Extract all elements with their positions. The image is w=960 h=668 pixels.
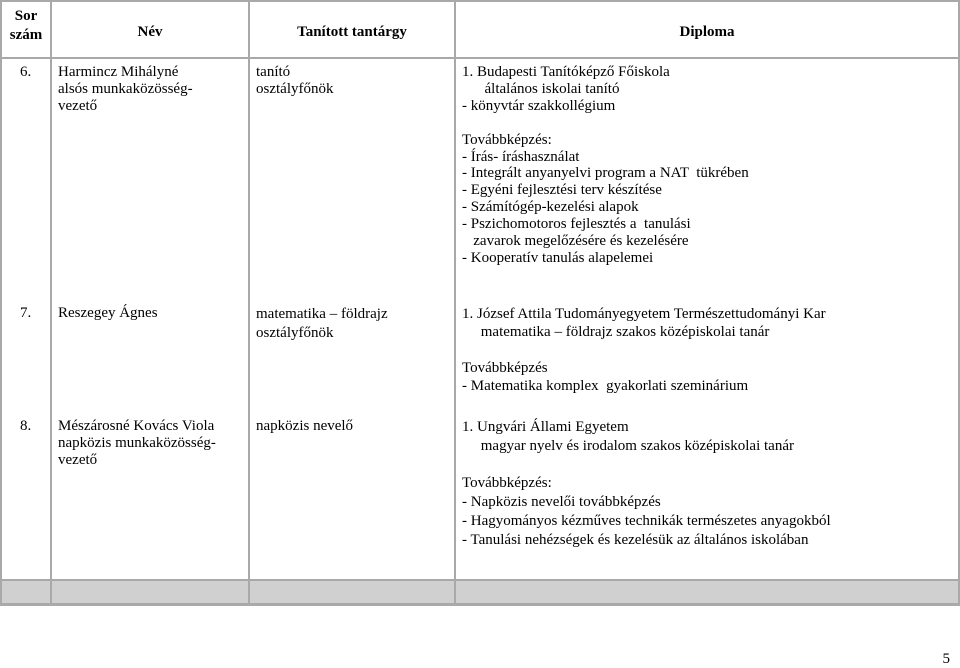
diploma-details: 1. Ungvári Állami Egyetem magyar nyelv és irodalom szakos középiskolai tanár Továbbképzés: - Napközis nevelői továbbképzés - Hagyományos kézműves technikák természetes anyagokból - Tanulási nehézségek és kezelésük az általános iskolában [462,419,831,548]
header-diploma: Diploma [679,24,735,40]
page-number: 5 [942,651,950,667]
teacher-name: Reszegey Ágnes [58,305,158,321]
header-tantargy: Tanított tantárgy [297,24,407,40]
empty-row-cell [52,581,248,603]
taught-subject: napközis nevelő [256,418,354,434]
row-number: 6. [20,64,32,80]
empty-row-cell [2,581,50,603]
taught-subject: tanító osztályfőnök [256,64,334,97]
diploma-details: 1. Budapesti Tanítóképző Főiskola általános iskolai tanító - könyvtár szakkollégium Továbbképzés: - Írás- íráshasználat - Integrált anyanyelvi program a NAT tükrében - Egyéni fejlesztési terv készítése - Számítógép-kezelési alapok - Pszichomotoros fejlesztés a tanulási zavarok megelőzésére és kezelésére - Kooperatív tanulás alapelemei [462,64,749,266]
empty-row-cell [250,581,454,603]
empty-row-cell [456,581,958,603]
teacher-name: Mészárosné Kovács Viola napközis munkaközösség- vezető [58,418,216,468]
teacher-name: Harmincz Mihályné alsós munkaközösség- vezető [58,64,193,114]
diploma-details: 1. József Attila Tudományegyetem Természettudományi Kar matematika – földrajz szakos középiskolai tanár Továbbképzés - Matematika komplex gyakorlati szeminárium [462,306,826,394]
header-nev: Név [137,24,163,40]
row-number: 8. [20,418,32,434]
row-number: 7. [20,305,32,321]
taught-subject: matematika – földrajz osztályfőnök [256,306,388,341]
header-sorszam: Sor szám [9,8,43,43]
